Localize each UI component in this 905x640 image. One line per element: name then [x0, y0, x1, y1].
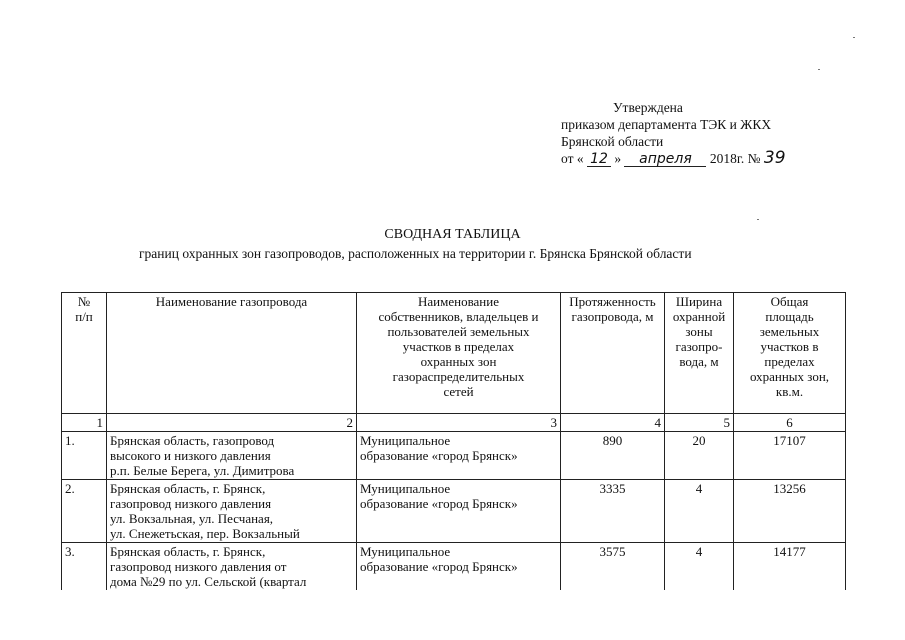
zone-area: 13256 — [734, 480, 846, 543]
column-number: 3 — [357, 414, 561, 432]
year-suffix: 2018г. № — [709, 151, 761, 166]
header-cell: Протяженность газопровода, м — [561, 293, 665, 414]
header-row — [62, 293, 846, 414]
table-row — [62, 432, 846, 480]
scan-speck — [757, 219, 759, 220]
column-number: 2 — [107, 414, 357, 432]
date-prefix: от « — [561, 151, 584, 166]
owner-name: Муниципальное образование «город Брянск» — [357, 543, 561, 591]
row-number: 3. — [62, 543, 107, 591]
pipeline-length: 890 — [561, 432, 665, 480]
pipeline-length: 3575 — [561, 543, 665, 591]
row-number: 2. — [62, 480, 107, 543]
pipeline-name: Брянская область, г. Брянск, газопровод низкого давления ул. Вокзальная, ул. Песчаная, ул. Снежетьская, пер. Вокзальный — [107, 480, 357, 543]
column-number: 5 — [665, 414, 734, 432]
zone-width: 4 — [665, 543, 734, 591]
column-number: 4 — [561, 414, 665, 432]
scan-speck — [853, 37, 855, 38]
table-row — [62, 480, 846, 543]
approval-heading: Утверждена — [613, 100, 683, 115]
pipeline-length: 3335 — [561, 480, 665, 543]
approval-region-line: Брянской области — [561, 134, 664, 149]
gas-pipeline-table — [61, 292, 846, 590]
pipeline-name: Брянская область, газопровод высокого и низкого давления р.п. Белые Берега, ул. Димитрова — [107, 432, 357, 480]
date-mid: » — [614, 151, 622, 166]
column-number-row — [62, 414, 846, 432]
zone-area: 14177 — [734, 543, 846, 591]
column-number: 6 — [734, 414, 846, 432]
owner-name: Муниципальное образование «город Брянск» — [357, 480, 561, 543]
document-subtitle: границ охранных зон газопроводов, расположенных на территории г. Брянска Брянской области — [139, 246, 692, 261]
approval-date-line — [561, 150, 786, 167]
header-cell: Наименование газопровода — [107, 293, 357, 414]
table-row — [62, 543, 846, 591]
header-cell: Ширина охранной зоны газопро- вода, м — [665, 293, 734, 414]
header-cell: № п/п — [62, 293, 107, 414]
handwritten-month: апреля — [624, 152, 706, 167]
scan-speck — [818, 69, 820, 70]
handwritten-day: 12 — [587, 152, 611, 167]
zone-width: 20 — [665, 432, 734, 480]
header-cell: Наименование собственников, владельцев и пользователей земельных участков в пределах охранных зон газораспределительных сетей — [357, 293, 561, 414]
zone-area: 17107 — [734, 432, 846, 480]
pipeline-name: Брянская область, г. Брянск, газопровод низкого давления от дома №29 по ул. Сельской (квартал — [107, 543, 357, 591]
row-number: 1. — [62, 432, 107, 480]
column-number: 1 — [62, 414, 107, 432]
approval-order-line: приказом департамента ТЭК и ЖКХ — [561, 117, 772, 132]
zone-width: 4 — [665, 480, 734, 543]
handwritten-order-number: 39 — [763, 148, 786, 168]
approval-stamp — [561, 99, 786, 167]
header-cell: Общая площадь земельных участков в пределах охранных зон, кв.м. — [734, 293, 846, 414]
owner-name: Муниципальное образование «город Брянск» — [357, 432, 561, 480]
document-title: СВОДНАЯ ТАБЛИЦА — [384, 227, 521, 242]
